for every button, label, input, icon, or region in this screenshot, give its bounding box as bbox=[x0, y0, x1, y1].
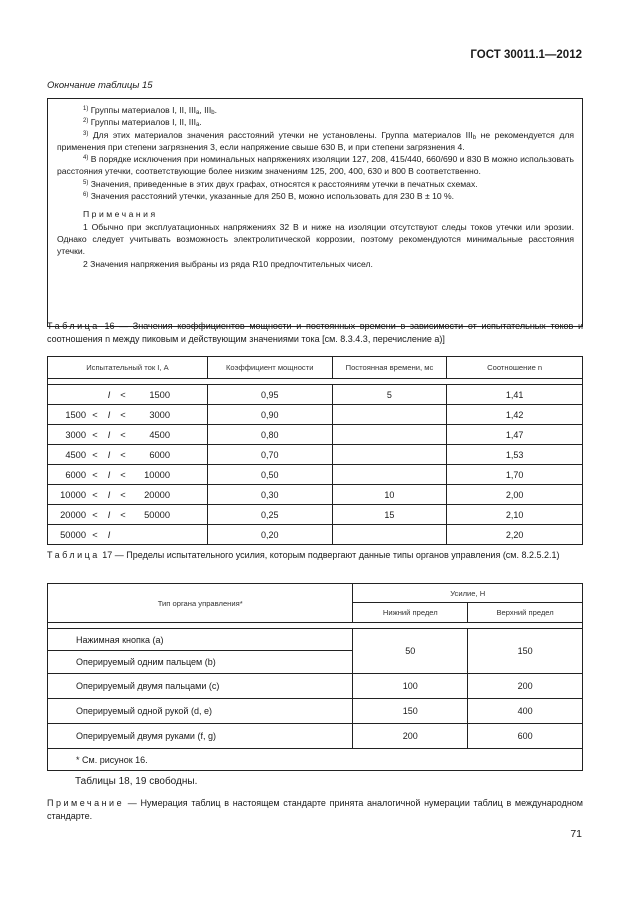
t16-current-lt2: < bbox=[120, 509, 126, 520]
numbering-note: Примечание — Нумерация таблиц в настоящем стандарте принята аналогичной нумерации таблиц в международном стандарте. bbox=[47, 798, 583, 821]
t16-current-hi: 50000 bbox=[144, 509, 170, 520]
t16-cell-tc: 5 bbox=[332, 385, 447, 405]
t16-cell-n: 1,42 bbox=[447, 405, 583, 425]
t16-current-range bbox=[48, 445, 208, 465]
t16-current-lt2: < bbox=[120, 469, 126, 480]
t16-current-i: I bbox=[107, 429, 111, 440]
t17-r4-upper: 400 bbox=[468, 699, 583, 724]
t16-header-pf: Коэффициент мощности bbox=[207, 357, 332, 379]
note-2: 2 Значения напряжения выбраны из ряда R10 предпочтительных чисел. bbox=[83, 258, 373, 269]
t16-current-lo: 50000 bbox=[60, 529, 86, 540]
t16-cell-n: 1,41 bbox=[447, 385, 583, 405]
t16-cell-tc bbox=[332, 445, 447, 465]
t16-current-range bbox=[48, 425, 208, 445]
t16-current-hi: 20000 bbox=[144, 489, 170, 500]
t16-current-i: I bbox=[107, 509, 111, 520]
table-row bbox=[48, 505, 583, 525]
t16-current-lo: 3000 bbox=[65, 429, 86, 440]
t17-r5-lower: 200 bbox=[353, 724, 468, 749]
t16-cell-tc bbox=[332, 465, 447, 485]
t17-r4-lower: 150 bbox=[353, 699, 468, 724]
footnote-4: $^{4)}$ В порядке исключения при номинальных напряжениях изоляции 127, 208, 415/440, 660/690 и 830 В можно использовать расстояния утечки, соответствующие более низким значениям 125, 200, 400, 630 и 800 В соответственно. bbox=[57, 154, 575, 177]
note-1: 1 Обычно при эксплуатационных напряжениях 32 В и ниже на изоляции отсутствуют следы токов утечки или эрозии. Однако следует учитывать возможность электролитической коррозии, поэтому рекомендуются минимальные расстояния утечки. bbox=[57, 221, 574, 257]
t17-row-two-hands: Оперируемый двумя руками (f, g) bbox=[48, 724, 353, 749]
t17-r5-upper: 600 bbox=[468, 724, 583, 749]
t16-current-range bbox=[48, 485, 208, 505]
t16-cell-tc: 15 bbox=[332, 505, 447, 525]
t16-cell-tc bbox=[332, 405, 447, 425]
table16 bbox=[47, 356, 583, 545]
page-number: 71 bbox=[570, 828, 582, 840]
t16-cell-tc: 10 bbox=[332, 485, 447, 505]
t16-current-hi: 1500 bbox=[149, 389, 170, 400]
t17-r12-lower: 50 bbox=[353, 629, 468, 674]
table-row bbox=[48, 425, 583, 445]
t17-header-lower: Нижний предел bbox=[353, 603, 468, 623]
notes-heading: Примечания bbox=[83, 209, 158, 220]
t16-cell-tc bbox=[332, 525, 447, 545]
t16-current-lo: 4500 bbox=[65, 449, 86, 460]
t16-current-lt2: < bbox=[120, 409, 126, 420]
table-row bbox=[48, 485, 583, 505]
free-tables-note: Таблицы 18, 19 свободны. bbox=[75, 776, 198, 787]
t17-r12-upper: 150 bbox=[468, 629, 583, 674]
t16-current-hi: 10000 bbox=[144, 469, 170, 480]
t16-current-range bbox=[48, 465, 208, 485]
t16-cell-pf: 0,95 bbox=[207, 385, 332, 405]
t16-cell-n: 2,00 bbox=[447, 485, 583, 505]
t16-current-lt2: < bbox=[120, 489, 126, 500]
t17-header-type: Тип органа управления* bbox=[48, 584, 353, 623]
document-header: ГОСТ 30011.1—2012 bbox=[470, 49, 582, 61]
t16-current-range bbox=[48, 385, 208, 405]
t16-current-lt2: < bbox=[120, 449, 126, 460]
t16-current-lt1: < bbox=[92, 449, 98, 460]
t16-cell-pf: 0,20 bbox=[207, 525, 332, 545]
t16-current-lo: 10000 bbox=[60, 489, 86, 500]
t16-cell-pf: 0,70 bbox=[207, 445, 332, 465]
t16-current-hi: 4500 bbox=[149, 429, 170, 440]
t16-current-lt2: < bbox=[120, 429, 126, 440]
t16-current-hi: 3000 bbox=[149, 409, 170, 420]
t16-current-lo: 1500 bbox=[65, 409, 86, 420]
t16-cell-pf: 0,30 bbox=[207, 485, 332, 505]
t16-current-i: I bbox=[107, 529, 111, 540]
table-continuation-label: Окончание таблицы 15 bbox=[47, 80, 153, 91]
t16-cell-tc bbox=[332, 425, 447, 445]
footnote-6: $^{6)}$ Значения расстояний утечки, указанные для 250 В, можно использовать для 230 В ± 10 %. bbox=[83, 191, 455, 202]
t16-current-lo: 6000 bbox=[65, 469, 86, 480]
t17-row-two-fingers: Оперируемый двумя пальцами (c) bbox=[48, 674, 353, 699]
t17-r3-lower: 100 bbox=[353, 674, 468, 699]
t17-header-upper: Верхний предел bbox=[468, 603, 583, 623]
t16-current-i: I bbox=[107, 449, 111, 460]
t16-current-lt1: < bbox=[92, 429, 98, 440]
t16-current-lt1: < bbox=[92, 489, 98, 500]
table-row bbox=[48, 445, 583, 465]
table17 bbox=[47, 583, 583, 771]
t17-row-one-finger: Оперируемый одним пальцем (b) bbox=[48, 651, 353, 674]
t16-cell-n: 1,47 bbox=[447, 425, 583, 445]
t16-current-range bbox=[48, 525, 208, 545]
footnote-2: $^{2)}$ Группы материалов I, II, $III_a$. bbox=[83, 117, 202, 129]
t16-current-lt1: < bbox=[92, 409, 98, 420]
t16-current-i: I bbox=[107, 489, 111, 500]
t17-header-force: Усилие, Н bbox=[353, 584, 583, 603]
t16-cell-n: 1,53 bbox=[447, 445, 583, 465]
t16-current-lo: 20000 bbox=[60, 509, 86, 520]
t16-current-lt1: < bbox=[92, 509, 98, 520]
table15-notes-box bbox=[47, 98, 583, 327]
footnote-5: $^{5)}$ Значения, приведенные в этих двух графах, относятся к расстояниям утечки в печатных схемах. bbox=[83, 178, 478, 189]
t16-header-ratio: Соотношение n bbox=[447, 357, 583, 379]
table16-caption: Таблица 16 — Значения коэффициентов мощности и постоянных времени в зависимости от испытательных токов и соотношения n между пиковым и действующим значениями тока [см. 8.3.4.3, перечисление а)] bbox=[47, 321, 583, 344]
table-row bbox=[48, 465, 583, 485]
t16-header-time-constant: Постоянная времени, мс bbox=[332, 357, 447, 379]
t17-r3-upper: 200 bbox=[468, 674, 583, 699]
t16-cell-n: 2,20 bbox=[447, 525, 583, 545]
t16-cell-n: 1,70 bbox=[447, 465, 583, 485]
t16-current-lt2: < bbox=[120, 389, 126, 400]
t17-footnote: * См. рисунок 16. bbox=[48, 749, 583, 771]
t16-current-i: I bbox=[107, 469, 111, 480]
t16-cell-pf: 0,90 bbox=[207, 405, 332, 425]
t16-current-range bbox=[48, 405, 208, 425]
t16-header-current: Испытательный ток I, А bbox=[48, 357, 208, 379]
t16-current-range bbox=[48, 505, 208, 525]
t16-current-i: I bbox=[107, 409, 111, 420]
table-row bbox=[48, 405, 583, 425]
t16-current-i: I bbox=[107, 389, 111, 400]
t16-current-lt1: < bbox=[92, 529, 98, 540]
t17-row-one-hand: Оперируемый одной рукой (d, e) bbox=[48, 699, 353, 724]
footnote-3: $^{3)}$ Для этих материалов значения расстояний утечки не установлены. Группа материалов $III_b$ не рекомендуется для применения при степени загрязнения 3, если напряжение свыше 630 В, и при степени загрязнения 4. bbox=[57, 129, 574, 152]
table-row bbox=[48, 385, 583, 405]
t17-row-push-button: Нажимная кнопка (a) bbox=[48, 629, 353, 651]
t16-current-lt1: < bbox=[92, 469, 98, 480]
table17-caption: Таблица 17 — Пределы испытательного усилия, которым подвергают данные типы органов управления (см. 8.2.5.2.1) bbox=[47, 550, 560, 560]
t16-cell-pf: 0,50 bbox=[207, 465, 332, 485]
t16-cell-pf: 0,25 bbox=[207, 505, 332, 525]
footnote-1: $^{1)}$ Группы материалов I, II, $III_a$, $III_b$. bbox=[83, 105, 217, 116]
t16-cell-pf: 0,80 bbox=[207, 425, 332, 445]
t16-cell-n: 2,10 bbox=[447, 505, 583, 525]
t16-current-hi: 6000 bbox=[149, 449, 170, 460]
table-row bbox=[48, 525, 583, 545]
